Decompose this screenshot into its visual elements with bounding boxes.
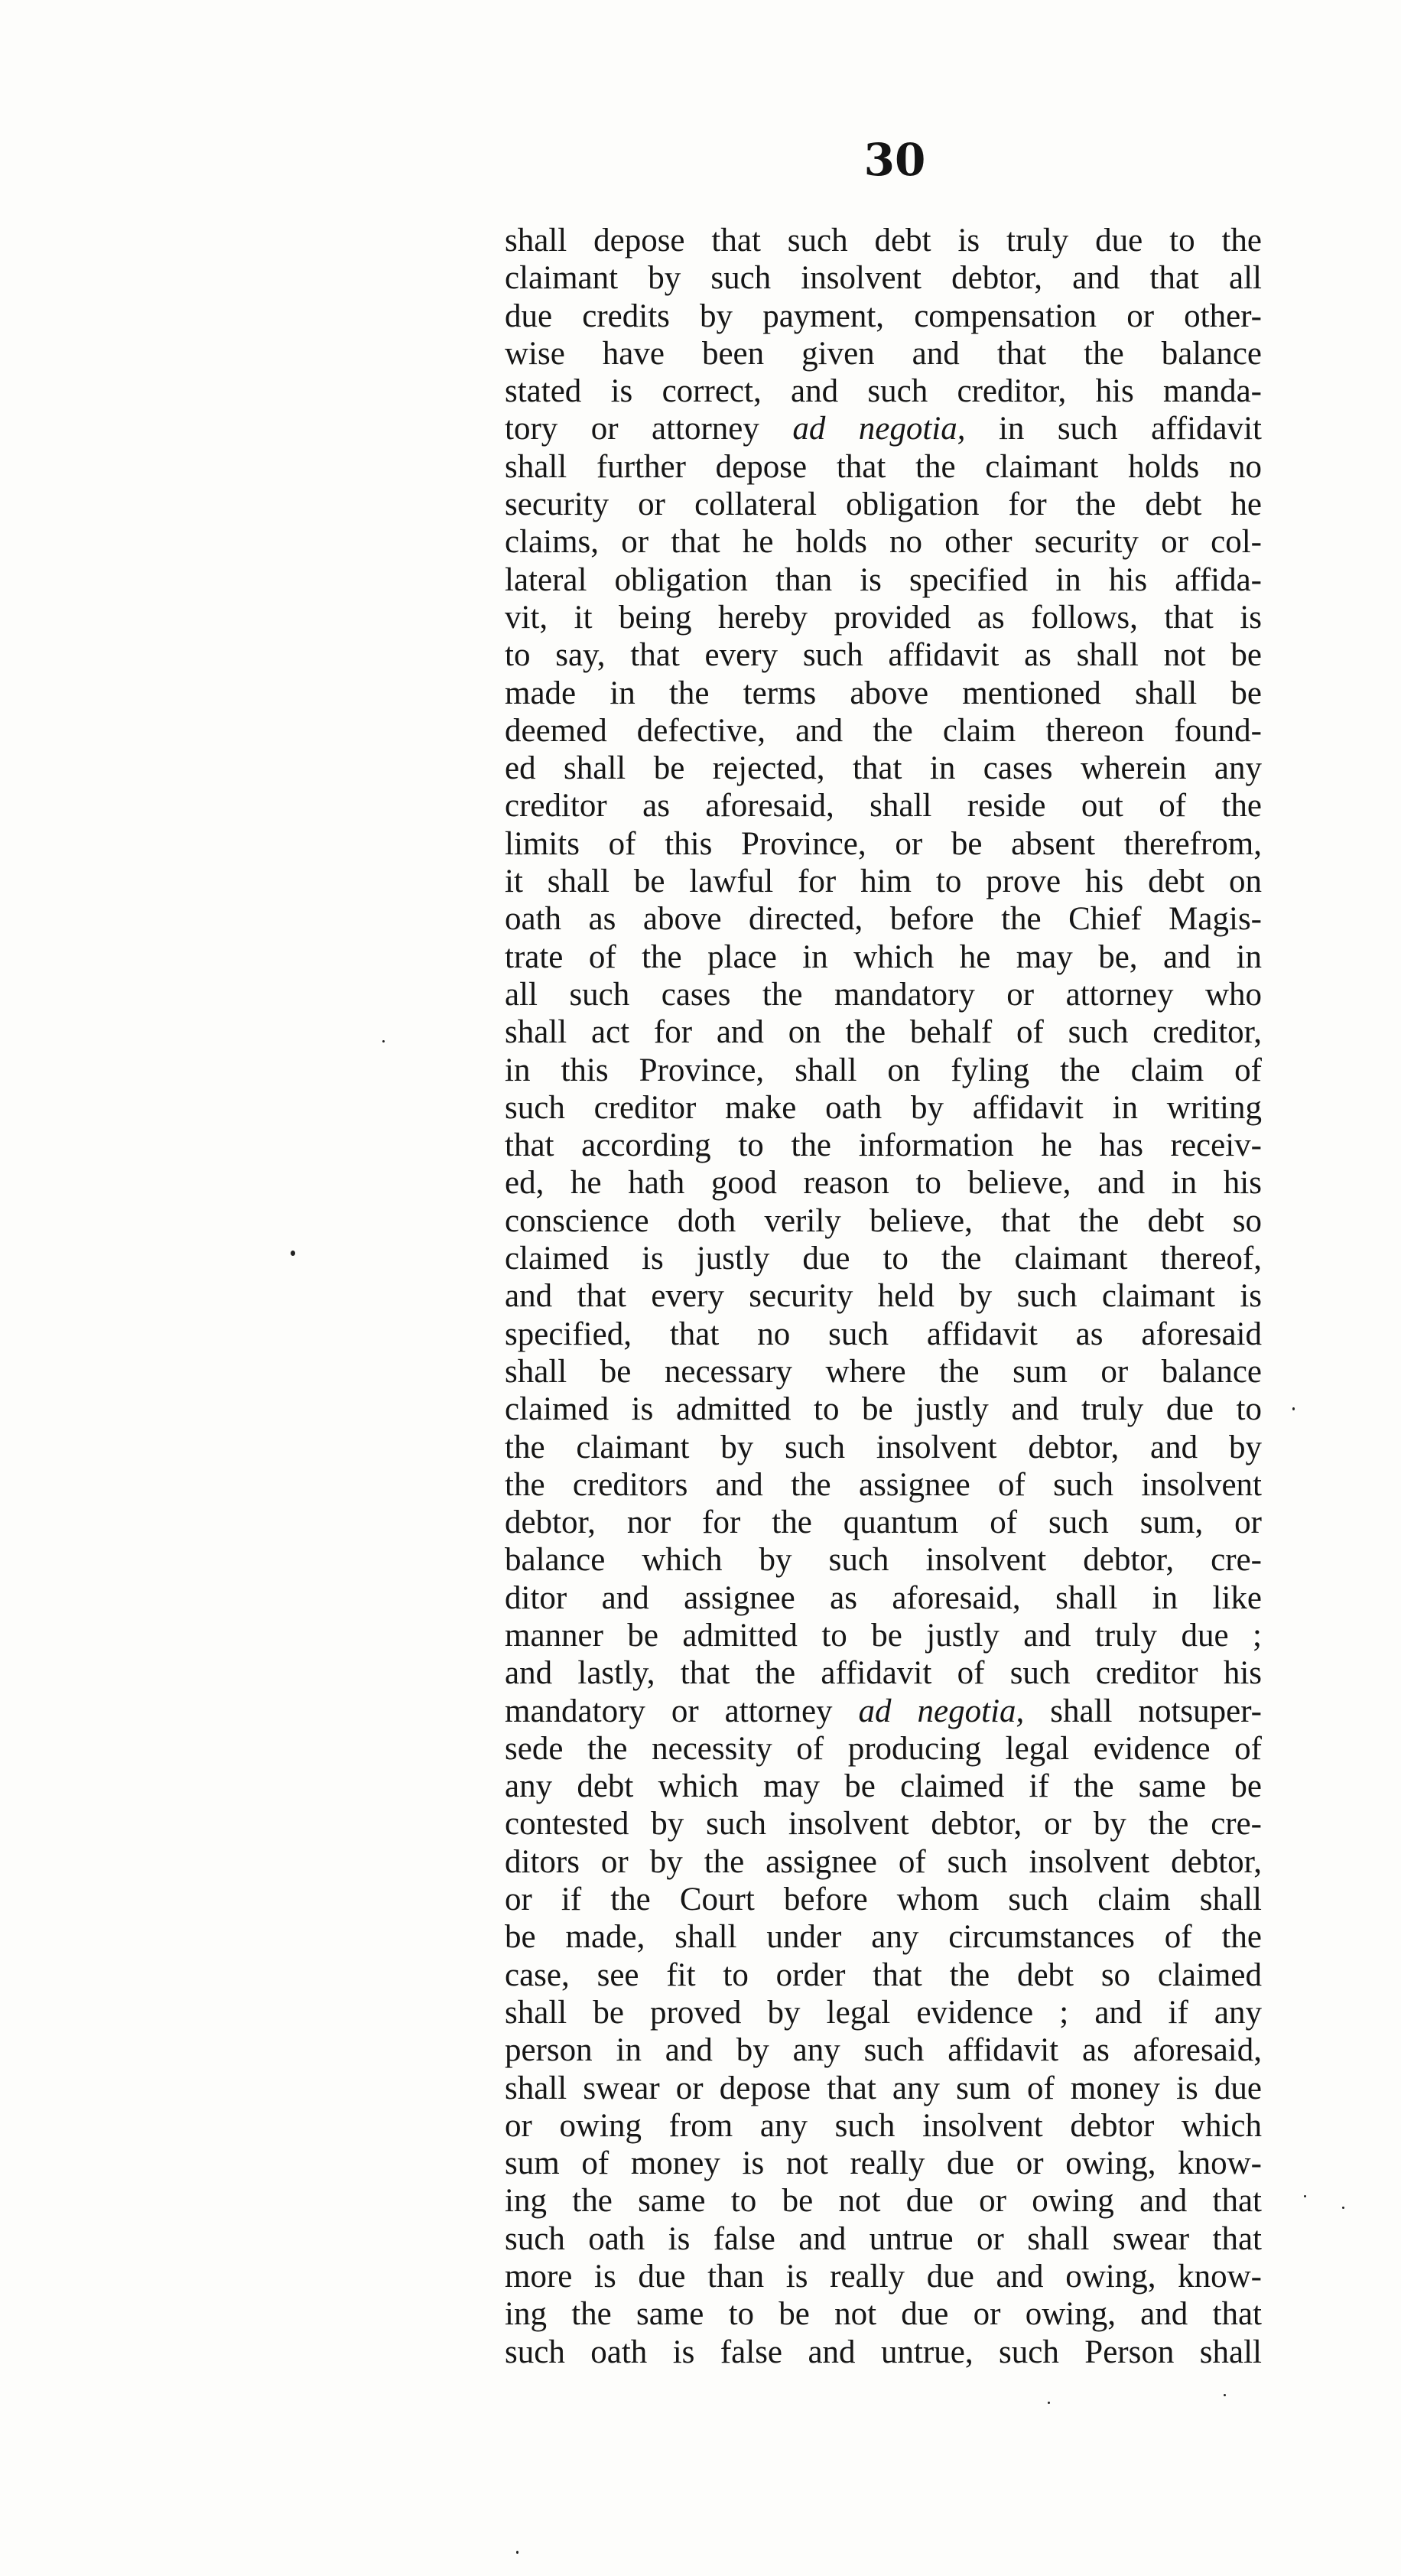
text-segment: tory or attorney bbox=[505, 411, 793, 447]
text-line-with-italic bbox=[505, 1693, 1262, 1730]
text-line: balance which by such insolvent debtor, cre- bbox=[505, 1542, 1262, 1579]
scan-speck bbox=[1048, 2402, 1050, 2404]
text-line: shall depose that such debt is truly due to the bbox=[505, 223, 1262, 259]
text-line: person in and by any such affidavit as aforesaid, bbox=[505, 2032, 1262, 2069]
scan-speck bbox=[291, 1251, 295, 1256]
text-line: and that every security held by such claimant is bbox=[505, 1278, 1262, 1315]
italic-phrase: ad negotia, bbox=[858, 1693, 1025, 1729]
text-line: to say, that every such affidavit as shall not be bbox=[505, 637, 1262, 674]
text-line: shall be proved by legal evidence ; and if any bbox=[505, 1994, 1262, 2031]
text-line: that according to the information he has receiv- bbox=[505, 1127, 1262, 1164]
text-line: such oath is false and untrue, such Person shall bbox=[505, 2334, 1262, 2370]
text-line: creditor as aforesaid, shall reside out of the bbox=[505, 788, 1262, 825]
text-line: ditor and assignee as aforesaid, shall in like bbox=[505, 1579, 1262, 1616]
text-line: shall further depose that the claimant holds no bbox=[505, 448, 1262, 485]
italic-phrase: ad negotia, bbox=[792, 411, 966, 447]
text-line: sum of money is not really due or owing, know- bbox=[505, 2145, 1262, 2182]
text-line: security or collateral obligation for the debt he bbox=[505, 486, 1262, 523]
text-line: vit, it being hereby provided as follows, that is bbox=[505, 599, 1262, 636]
scan-speck bbox=[1304, 2195, 1306, 2197]
text-line: claimed is admitted to be justly and truly due to bbox=[505, 1391, 1262, 1428]
scan-speck bbox=[516, 2551, 518, 2554]
text-line: sede the necessity of producing legal evidence of bbox=[505, 1730, 1262, 1767]
text-line: ed shall be rejected, that in cases wherein any bbox=[505, 750, 1262, 787]
text-line: be made, shall under any circumstances of the bbox=[505, 1919, 1262, 1956]
text-line: claims, or that he holds no other security or col- bbox=[505, 524, 1262, 561]
text-line-with-italic bbox=[505, 410, 1262, 447]
text-line: wise have been given and that the balance bbox=[505, 335, 1262, 372]
text-line: or if the Court before whom such claim shall bbox=[505, 1882, 1262, 1918]
body-text bbox=[505, 222, 1262, 2371]
text-segment: mandatory or attorney bbox=[505, 1693, 859, 1729]
text-line: such creditor make oath by affidavit in writing bbox=[505, 1089, 1262, 1126]
text-line: stated is correct, and such creditor, his manda- bbox=[505, 373, 1262, 410]
text-segment: in such affidavit bbox=[965, 411, 1263, 447]
text-line: all such cases the mandatory or attorney who bbox=[505, 976, 1262, 1013]
scan-speck bbox=[1224, 2394, 1226, 2396]
text-line: more is due than is really due and owing, know- bbox=[505, 2259, 1262, 2295]
text-line: the claimant by such insolvent debtor, and by bbox=[505, 1429, 1262, 1465]
text-line: and lastly, that the affidavit of such creditor his bbox=[505, 1655, 1262, 1692]
text-line: it shall be lawful for him to prove his debt on bbox=[505, 864, 1262, 900]
text-line: made in the terms above mentioned shall be bbox=[505, 675, 1262, 711]
text-line: deemed defective, and the claim thereon found- bbox=[505, 712, 1262, 749]
text-line: trate of the place in which he may be, and in bbox=[505, 938, 1262, 975]
text-line: ing the same to be not due or owing, and that bbox=[505, 2296, 1262, 2333]
text-line: oath as above directed, before the Chief Magis- bbox=[505, 901, 1262, 938]
text-line: shall act for and on the behalf of such creditor, bbox=[505, 1014, 1262, 1051]
text-line: limits of this Province, or be absent therefrom, bbox=[505, 825, 1262, 862]
scan-speck bbox=[382, 1040, 385, 1042]
text-segment: shall notsuper- bbox=[1024, 1693, 1262, 1729]
text-line: claimant by such insolvent debtor, and that all bbox=[505, 260, 1262, 297]
text-line: lateral obligation than is specified in his affida- bbox=[505, 561, 1262, 598]
text-line: case, see fit to order that the debt so claimed bbox=[505, 1956, 1262, 1993]
text-line: shall swear or depose that any sum of money is due bbox=[505, 2070, 1262, 2106]
text-line: such oath is false and untrue or shall swear that bbox=[505, 2220, 1262, 2257]
scan-speck bbox=[1342, 2207, 1344, 2209]
text-line: conscience doth verily believe, that the debt so bbox=[505, 1202, 1262, 1239]
text-line: ditors or by the assignee of such insolvent debtor, bbox=[505, 1843, 1262, 1880]
page-number: 30 bbox=[863, 134, 926, 186]
text-line: any debt which may be claimed if the same be bbox=[505, 1768, 1262, 1805]
text-line: due credits by payment, compensation or other- bbox=[505, 298, 1262, 334]
scan-speck bbox=[1292, 1407, 1295, 1410]
text-line: shall be necessary where the sum or balance bbox=[505, 1353, 1262, 1390]
text-line: ed, he hath good reason to believe, and in his bbox=[505, 1165, 1262, 1202]
text-line: or owing from any such insolvent debtor which bbox=[505, 2107, 1262, 2144]
text-line: claimed is justly due to the claimant thereof, bbox=[505, 1241, 1262, 1277]
text-line: in this Province, shall on fyling the claim of bbox=[505, 1052, 1262, 1088]
text-line: manner be admitted to be justly and truly due ; bbox=[505, 1617, 1262, 1654]
text-line: ing the same to be not due or owing and that bbox=[505, 2183, 1262, 2220]
text-line: specified, that no such affidavit as aforesaid bbox=[505, 1316, 1262, 1352]
text-line: the creditors and the assignee of such insolvent bbox=[505, 1466, 1262, 1503]
text-line: debtor, nor for the quantum of such sum, or bbox=[505, 1504, 1262, 1541]
text-line: contested by such insolvent debtor, or by the cre- bbox=[505, 1806, 1262, 1843]
